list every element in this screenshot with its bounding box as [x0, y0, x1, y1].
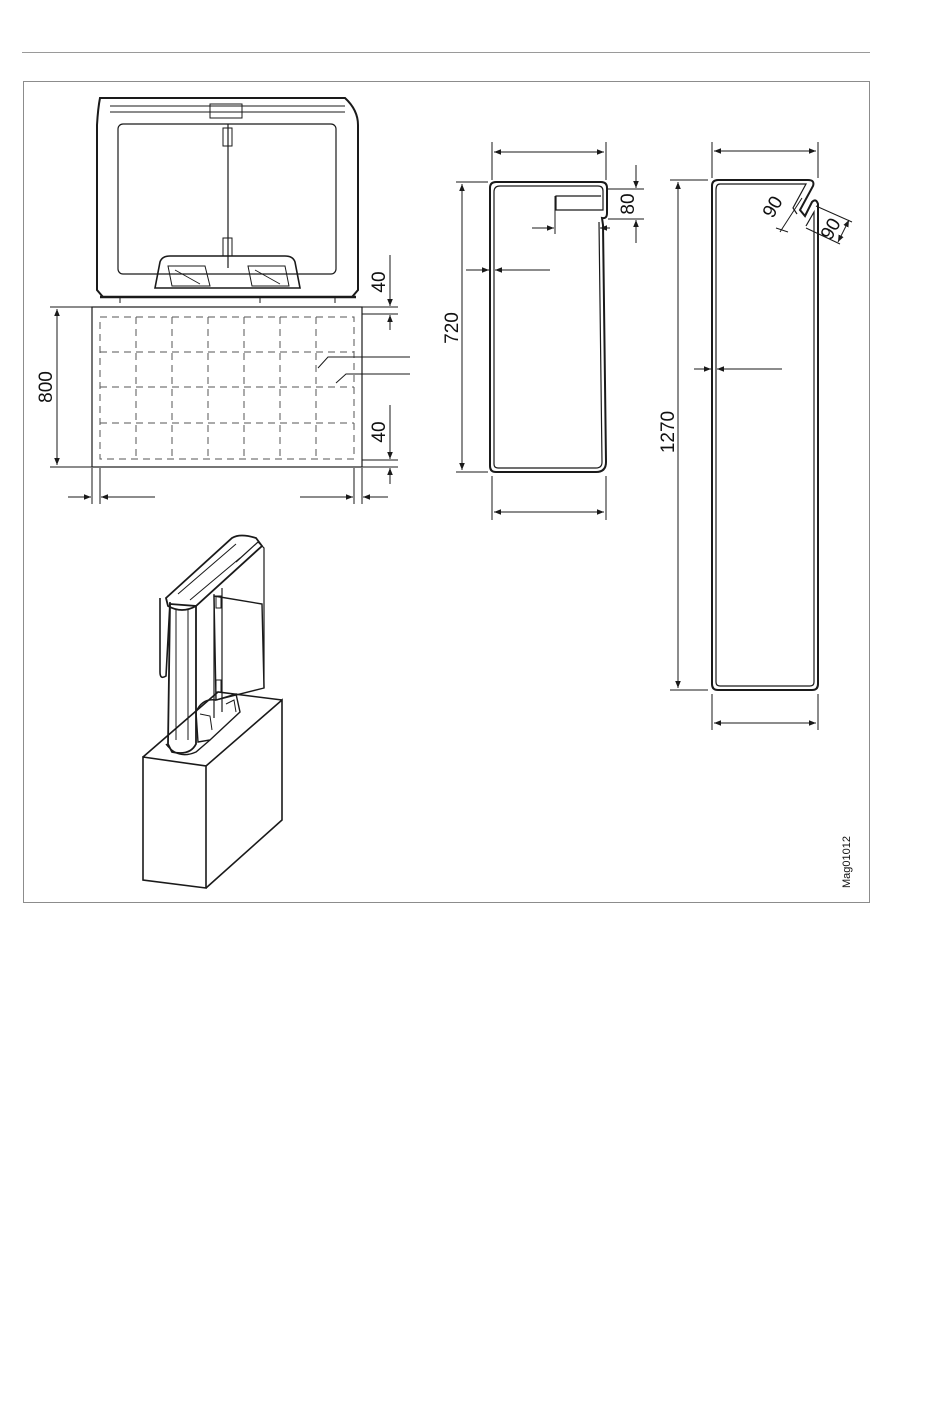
- dim-800-label: 800: [36, 371, 57, 403]
- dim-80-label: 80: [618, 193, 639, 215]
- dim-90-a-label: 90: [758, 192, 788, 222]
- unit-top-view: [97, 98, 358, 303]
- short-bend-profile: [490, 182, 607, 472]
- figure-reference-code: Mag01012: [841, 836, 853, 888]
- dim-40-top-label: 40: [369, 271, 390, 293]
- long-bend-profile: [712, 180, 818, 690]
- dim-40-bottom-label: 40: [369, 421, 390, 443]
- short-bend-dimensions: [456, 142, 644, 520]
- dim-1270-label: 1270: [658, 410, 679, 454]
- dim-720-label: 720: [442, 312, 463, 344]
- isometric-view: [143, 536, 282, 889]
- dim-90-b-label: 90: [816, 214, 846, 244]
- box-footprint: [92, 307, 410, 467]
